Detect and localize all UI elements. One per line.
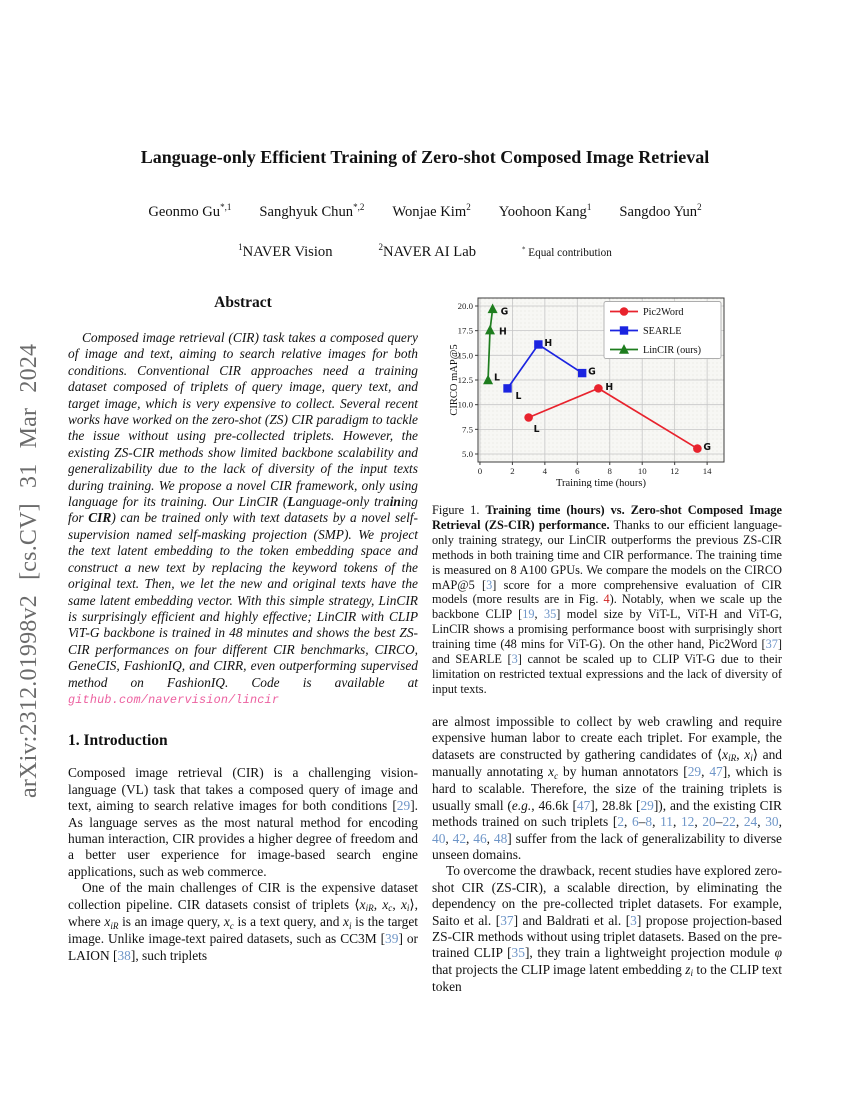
text-run: ], which is hard to scalable. Therefore, the size of the training triplets is usually small ( bbox=[432, 764, 782, 813]
citation-link[interactable]: 3 bbox=[630, 912, 637, 928]
point-label: G bbox=[588, 366, 596, 378]
citation-link[interactable]: 37 bbox=[500, 912, 514, 928]
text-run: are almost impossible to collect by web crawling and require expensive human labor to create each triplet. For example, the datasets are constructed by gathering candidates of ⟨ bbox=[432, 713, 782, 762]
text-run: , bbox=[673, 814, 681, 830]
text-run: ], 28.8k [ bbox=[590, 797, 641, 813]
data-point bbox=[534, 340, 542, 348]
citation-link[interactable]: 38 bbox=[117, 947, 131, 963]
text-run: One of the main challenges of CIR is the expensive dataset collection pipeline. CIR datasets consist of triplets ⟨ bbox=[68, 880, 418, 912]
citation-link[interactable]: 19 bbox=[522, 607, 535, 622]
citation-link[interactable]: 47 bbox=[576, 797, 591, 813]
text-run: i bbox=[690, 968, 693, 979]
figure-1 bbox=[448, 290, 782, 493]
legend-label: Pic2Word bbox=[643, 307, 684, 318]
citation-link[interactable]: 37 bbox=[765, 637, 778, 652]
y-tick-label: 7.5 bbox=[462, 424, 473, 435]
text-run: x bbox=[104, 914, 111, 929]
point-label: G bbox=[703, 441, 712, 453]
text-run: Composed image retrieval (CIR) is a challenging vision-language (VL) task that takes a composed query of image and text, aiming to search relative images for both conditions [ bbox=[68, 765, 418, 814]
affil-name: NAVER Vision bbox=[242, 244, 333, 260]
data-point bbox=[594, 384, 603, 393]
text-run: , bbox=[624, 814, 632, 830]
text-run: ]. As language serves as the most natural method for encoding human interaction, CIR provides a higher degree of freedom and a better user experience for image-based search engine applications, such as web commerce. bbox=[68, 798, 418, 879]
intro-paragraph-2 bbox=[68, 880, 418, 964]
text-run: is the target image. Unlike image-text paired datasets, such as CC3M [ bbox=[68, 914, 418, 947]
citation-link[interactable]: 6 bbox=[632, 814, 639, 830]
point-label: H bbox=[499, 326, 507, 338]
text-run: ) can be trained only with text datasets by a novel self-supervision named self-masking projection (SMP). We project the text latent embedding to the token embedding space and construct a new text by replacing the keyword tokens of the original text. Then, we let the new and original texts have the same latent embedding vector. With this simple strategy, LinCIR is surprisingly efficient and highly effective; LinCIR with CLIP ViT-G backbone is trained in 48 minutes and shows the best ZS-CIR performances on four different CIR benchmarks, CIRCO, GeneCIS, FashionIQ, and CIRR, even outperforming supervised method on FashionIQ. Code is available at bbox=[68, 510, 418, 690]
point-label: H bbox=[544, 337, 553, 349]
text-run: x bbox=[722, 746, 729, 762]
text-run: to the CLIP text token bbox=[432, 961, 783, 995]
equal-text: Equal contribution bbox=[528, 247, 612, 259]
text-run: x bbox=[400, 896, 407, 912]
text-run: ] and Baldrati et al. [ bbox=[513, 912, 631, 928]
x-tick-label: 4 bbox=[542, 466, 548, 476]
text-run: c bbox=[229, 920, 234, 931]
text-run: Composed image retrieval (CIR) task takes a composed query of image and text, aiming to search relative images for both conditions. Conventional CIR approaches need a training dataset composed of triplets of query image, query text, and target image, which is very expensive to collect. Several recent works have worked on the zero-shot (ZS) CIR paradigm to tackle the issue without using pre-collected triplets. However, the existing ZS-CIR methods show limited backbone scalability and generalizability due to the lack of diversity of the input texts during training. We propose a novel CIR framework, only using language for its training. Our LinCIR ( bbox=[68, 330, 418, 510]
text-run: i bbox=[750, 753, 753, 764]
data-point bbox=[503, 384, 511, 392]
citation-link[interactable]: 22 bbox=[722, 814, 736, 830]
citation-link[interactable]: 29 bbox=[687, 764, 702, 779]
text-run: , 46.6k [ bbox=[531, 797, 577, 813]
y-tick-label: 12.5 bbox=[457, 375, 473, 385]
text-run: z bbox=[685, 961, 691, 977]
paper-title: Language-only Efficient Training of Zero-shot Composed Image Retrieval bbox=[140, 147, 710, 167]
citation-link[interactable]: 8 bbox=[645, 814, 653, 830]
text-run: x bbox=[359, 896, 366, 912]
y-tick-label: 15.0 bbox=[457, 350, 473, 361]
text-run: ] model size by ViT-L, ViT-H and ViT-G, LinCIR shows a promising performance boost with surprisingly short training time (48 mins for ViT-G). On the other hand, Pic2Word [ bbox=[432, 607, 782, 652]
text-run: ⟩, where bbox=[68, 896, 418, 929]
text-run: ⟩ and manually annotating bbox=[432, 746, 782, 779]
citation-link[interactable]: 12 bbox=[680, 814, 695, 830]
affil-name: NAVER AI Lab bbox=[383, 244, 476, 260]
text-run: x bbox=[382, 896, 389, 912]
right-column bbox=[432, 288, 782, 996]
text-run: ], they train a lightweight projection module bbox=[524, 945, 775, 961]
text-run: , bbox=[694, 814, 703, 830]
arxiv-banner: arXiv:2312.01998v2 [cs.CV] 31 Mar 2024 bbox=[16, 343, 42, 798]
text-run: i bbox=[406, 903, 410, 914]
text-run: ] and SEARLE [ bbox=[432, 637, 782, 667]
citation-link[interactable]: 39 bbox=[385, 931, 399, 947]
code-link[interactable]: github.com/navervision/lincir bbox=[68, 692, 280, 707]
legend-label: LinCIR (ours) bbox=[643, 345, 702, 356]
text-run: is an image query, bbox=[118, 914, 224, 929]
author-affil-mark: 2 bbox=[466, 202, 471, 213]
point-label: G bbox=[500, 306, 509, 318]
text-run: ] propose projection-based ZS-CIR methods without using triplet datasets. Based on the pre-trained CLIP [ bbox=[432, 912, 782, 961]
citation-link[interactable]: 2 bbox=[617, 814, 625, 830]
x-tick-label: 8 bbox=[607, 466, 612, 476]
intro-paragraph-1 bbox=[68, 765, 418, 880]
author bbox=[259, 204, 364, 221]
data-point bbox=[693, 444, 702, 453]
citation-link[interactable]: 42 bbox=[452, 830, 467, 846]
text-run: – bbox=[638, 814, 646, 830]
text-run: , bbox=[736, 746, 745, 762]
text-run: iR bbox=[365, 903, 374, 914]
text-run: , bbox=[757, 814, 766, 830]
text-run: iR bbox=[728, 753, 737, 764]
text-run: that projects the CLIP image latent embedding bbox=[432, 961, 686, 977]
citation-link[interactable]: 3 bbox=[486, 577, 493, 592]
y-tick-label: 5.0 bbox=[462, 449, 473, 460]
x-tick-label: 0 bbox=[477, 466, 483, 476]
text-run: , bbox=[534, 607, 544, 622]
text-run: , bbox=[373, 896, 383, 912]
citation-link[interactable]: 35 bbox=[511, 945, 525, 961]
text-run: x bbox=[548, 764, 555, 779]
figure-1-caption bbox=[432, 503, 782, 697]
affiliation-line bbox=[0, 244, 850, 261]
text-run: To overcome the drawback, recent studies have explored zero-shot CIR (ZS-CIR), a scalable direction, by eliminating the dependency on the pre-collected triplet datasets. For example, Saito et al. [ bbox=[432, 863, 782, 928]
author-affil-mark: 1 bbox=[586, 202, 592, 213]
y-axis-label: CIRCO mAP@5 bbox=[449, 344, 460, 416]
training-time-vs-performance-chart bbox=[448, 290, 730, 488]
x-tick-label: 2 bbox=[510, 466, 515, 476]
text-run: anguage-only tra bbox=[295, 494, 390, 510]
text-run: ] cannot be scaled up to CLIP ViT-G due to their limitation on restricted textual expressions and the lack of diversity of input texts. bbox=[432, 652, 782, 696]
text-run: CIR bbox=[88, 510, 112, 526]
author bbox=[392, 204, 470, 221]
author-name: Wonjae Kim bbox=[392, 204, 467, 220]
x-axis-label: Training time (hours) bbox=[555, 478, 647, 488]
text-run: – bbox=[715, 814, 723, 830]
x-tick-label: 6 bbox=[575, 466, 580, 476]
left-column bbox=[68, 288, 418, 996]
text-run: , bbox=[652, 814, 661, 830]
citation-link[interactable]: 30 bbox=[765, 814, 779, 830]
x-tick-label: 12 bbox=[670, 466, 680, 476]
text-run: e.g. bbox=[511, 797, 532, 813]
text-run: ). Notably, when we scale up the backbone CLIP [ bbox=[432, 592, 782, 622]
text-run: Thanks to our efficient language-only training strategy, our LinCIR outperforms the previous ZS-CIR methods in both training time and CIR performance. The training time is measured on 8 A100 GPUs. We compare the models on the CIRCO mAP@5 [ bbox=[432, 517, 782, 592]
author bbox=[619, 204, 701, 221]
text-run: x bbox=[223, 914, 230, 929]
text-run: c bbox=[388, 903, 393, 914]
author-name: Sanghyuk Chun bbox=[259, 204, 354, 220]
x-tick-label: 14 bbox=[702, 466, 712, 476]
text-run: by human annotators [ bbox=[558, 764, 688, 779]
text-run: c bbox=[554, 770, 559, 781]
equal-mark: * bbox=[522, 245, 526, 254]
citation-link[interactable]: 48 bbox=[493, 830, 508, 846]
text-run: , bbox=[735, 814, 744, 830]
y-tick-label: 20.0 bbox=[457, 300, 473, 311]
citation-link[interactable]: 40 bbox=[432, 830, 446, 846]
text-run: , bbox=[466, 830, 474, 846]
two-column-body bbox=[68, 288, 782, 996]
author-affil-mark: 2 bbox=[697, 202, 702, 213]
text-run: ]), and the existing CIR methods trained on such triplets [ bbox=[432, 797, 782, 830]
y-tick-label: 10.0 bbox=[457, 399, 473, 410]
figure-reference[interactable]: 4 bbox=[603, 592, 610, 607]
citation-link[interactable]: 47 bbox=[709, 764, 723, 779]
text-run: iR bbox=[110, 920, 119, 931]
text-run: ] or LAION [ bbox=[68, 931, 418, 963]
point-label: L bbox=[515, 390, 522, 402]
text-run: i bbox=[349, 920, 352, 931]
author-name: Geonmo Gu bbox=[148, 204, 221, 220]
text-run: x bbox=[744, 746, 751, 762]
paper-header bbox=[0, 147, 850, 261]
y-tick-label: 17.5 bbox=[457, 325, 473, 336]
citation-link[interactable]: 3 bbox=[511, 652, 518, 667]
citation-link[interactable]: 29 bbox=[396, 798, 411, 814]
text-run: , bbox=[486, 830, 494, 846]
section-heading-introduction: 1. Introduction bbox=[68, 732, 168, 750]
author-name: Sangdoo Yun bbox=[619, 204, 698, 220]
citation-link[interactable]: 35 bbox=[544, 607, 557, 622]
abstract-heading: Abstract bbox=[214, 294, 272, 311]
text-run: Figure 1. bbox=[432, 503, 486, 517]
abstract-text bbox=[68, 330, 418, 708]
text-run: x bbox=[343, 914, 349, 929]
affil-mark: 2 bbox=[378, 242, 384, 253]
author bbox=[148, 204, 231, 221]
body-paragraph-continuation bbox=[432, 714, 782, 864]
text-run: , bbox=[392, 896, 401, 912]
citation-link[interactable]: 46 bbox=[473, 830, 487, 846]
citation-link[interactable]: 11 bbox=[660, 814, 673, 830]
citation-link[interactable]: 24 bbox=[743, 814, 758, 830]
author bbox=[499, 204, 592, 221]
equal-contribution-note bbox=[522, 247, 612, 259]
text-run: , bbox=[701, 764, 710, 779]
citation-link[interactable]: 29 bbox=[640, 797, 654, 813]
text-run: in bbox=[389, 494, 401, 510]
affiliation bbox=[379, 244, 477, 261]
author-affil-mark: *,1 bbox=[220, 202, 232, 213]
affil-mark: 1 bbox=[238, 242, 243, 253]
text-run: is a text query, and bbox=[233, 914, 344, 929]
text-run: ing for bbox=[68, 494, 418, 526]
point-label: L bbox=[533, 423, 540, 435]
point-label: L bbox=[494, 372, 500, 384]
x-tick-label: 10 bbox=[637, 466, 647, 476]
affiliation bbox=[238, 244, 332, 261]
text-run: φ bbox=[774, 945, 782, 961]
chart-legend bbox=[604, 302, 721, 359]
text-run: ], such triplets bbox=[130, 947, 208, 963]
text-run: ] suffer from the lack of generalizability to diverse unseen domains. bbox=[432, 830, 782, 863]
author-affil-mark: *,2 bbox=[353, 202, 365, 213]
author-line bbox=[0, 204, 850, 221]
text-run: Training time (hours) vs. Zero-shot Composed Image Retrieval (ZS-CIR) performance. bbox=[432, 503, 782, 532]
body-paragraph-zscir bbox=[432, 863, 782, 995]
citation-link[interactable]: 20 bbox=[702, 814, 716, 830]
text-run: , bbox=[445, 830, 453, 846]
text-run: ] score for a more comprehensive evaluation of CIR models (more results are in Fig. bbox=[432, 577, 782, 607]
data-point bbox=[578, 369, 586, 377]
text-run: L bbox=[287, 494, 296, 510]
legend-label: SEARLE bbox=[643, 326, 682, 337]
data-point bbox=[524, 413, 533, 422]
text-run: , bbox=[778, 814, 782, 830]
author-name: Yoohoon Kang bbox=[498, 204, 587, 220]
point-label: H bbox=[605, 381, 614, 393]
